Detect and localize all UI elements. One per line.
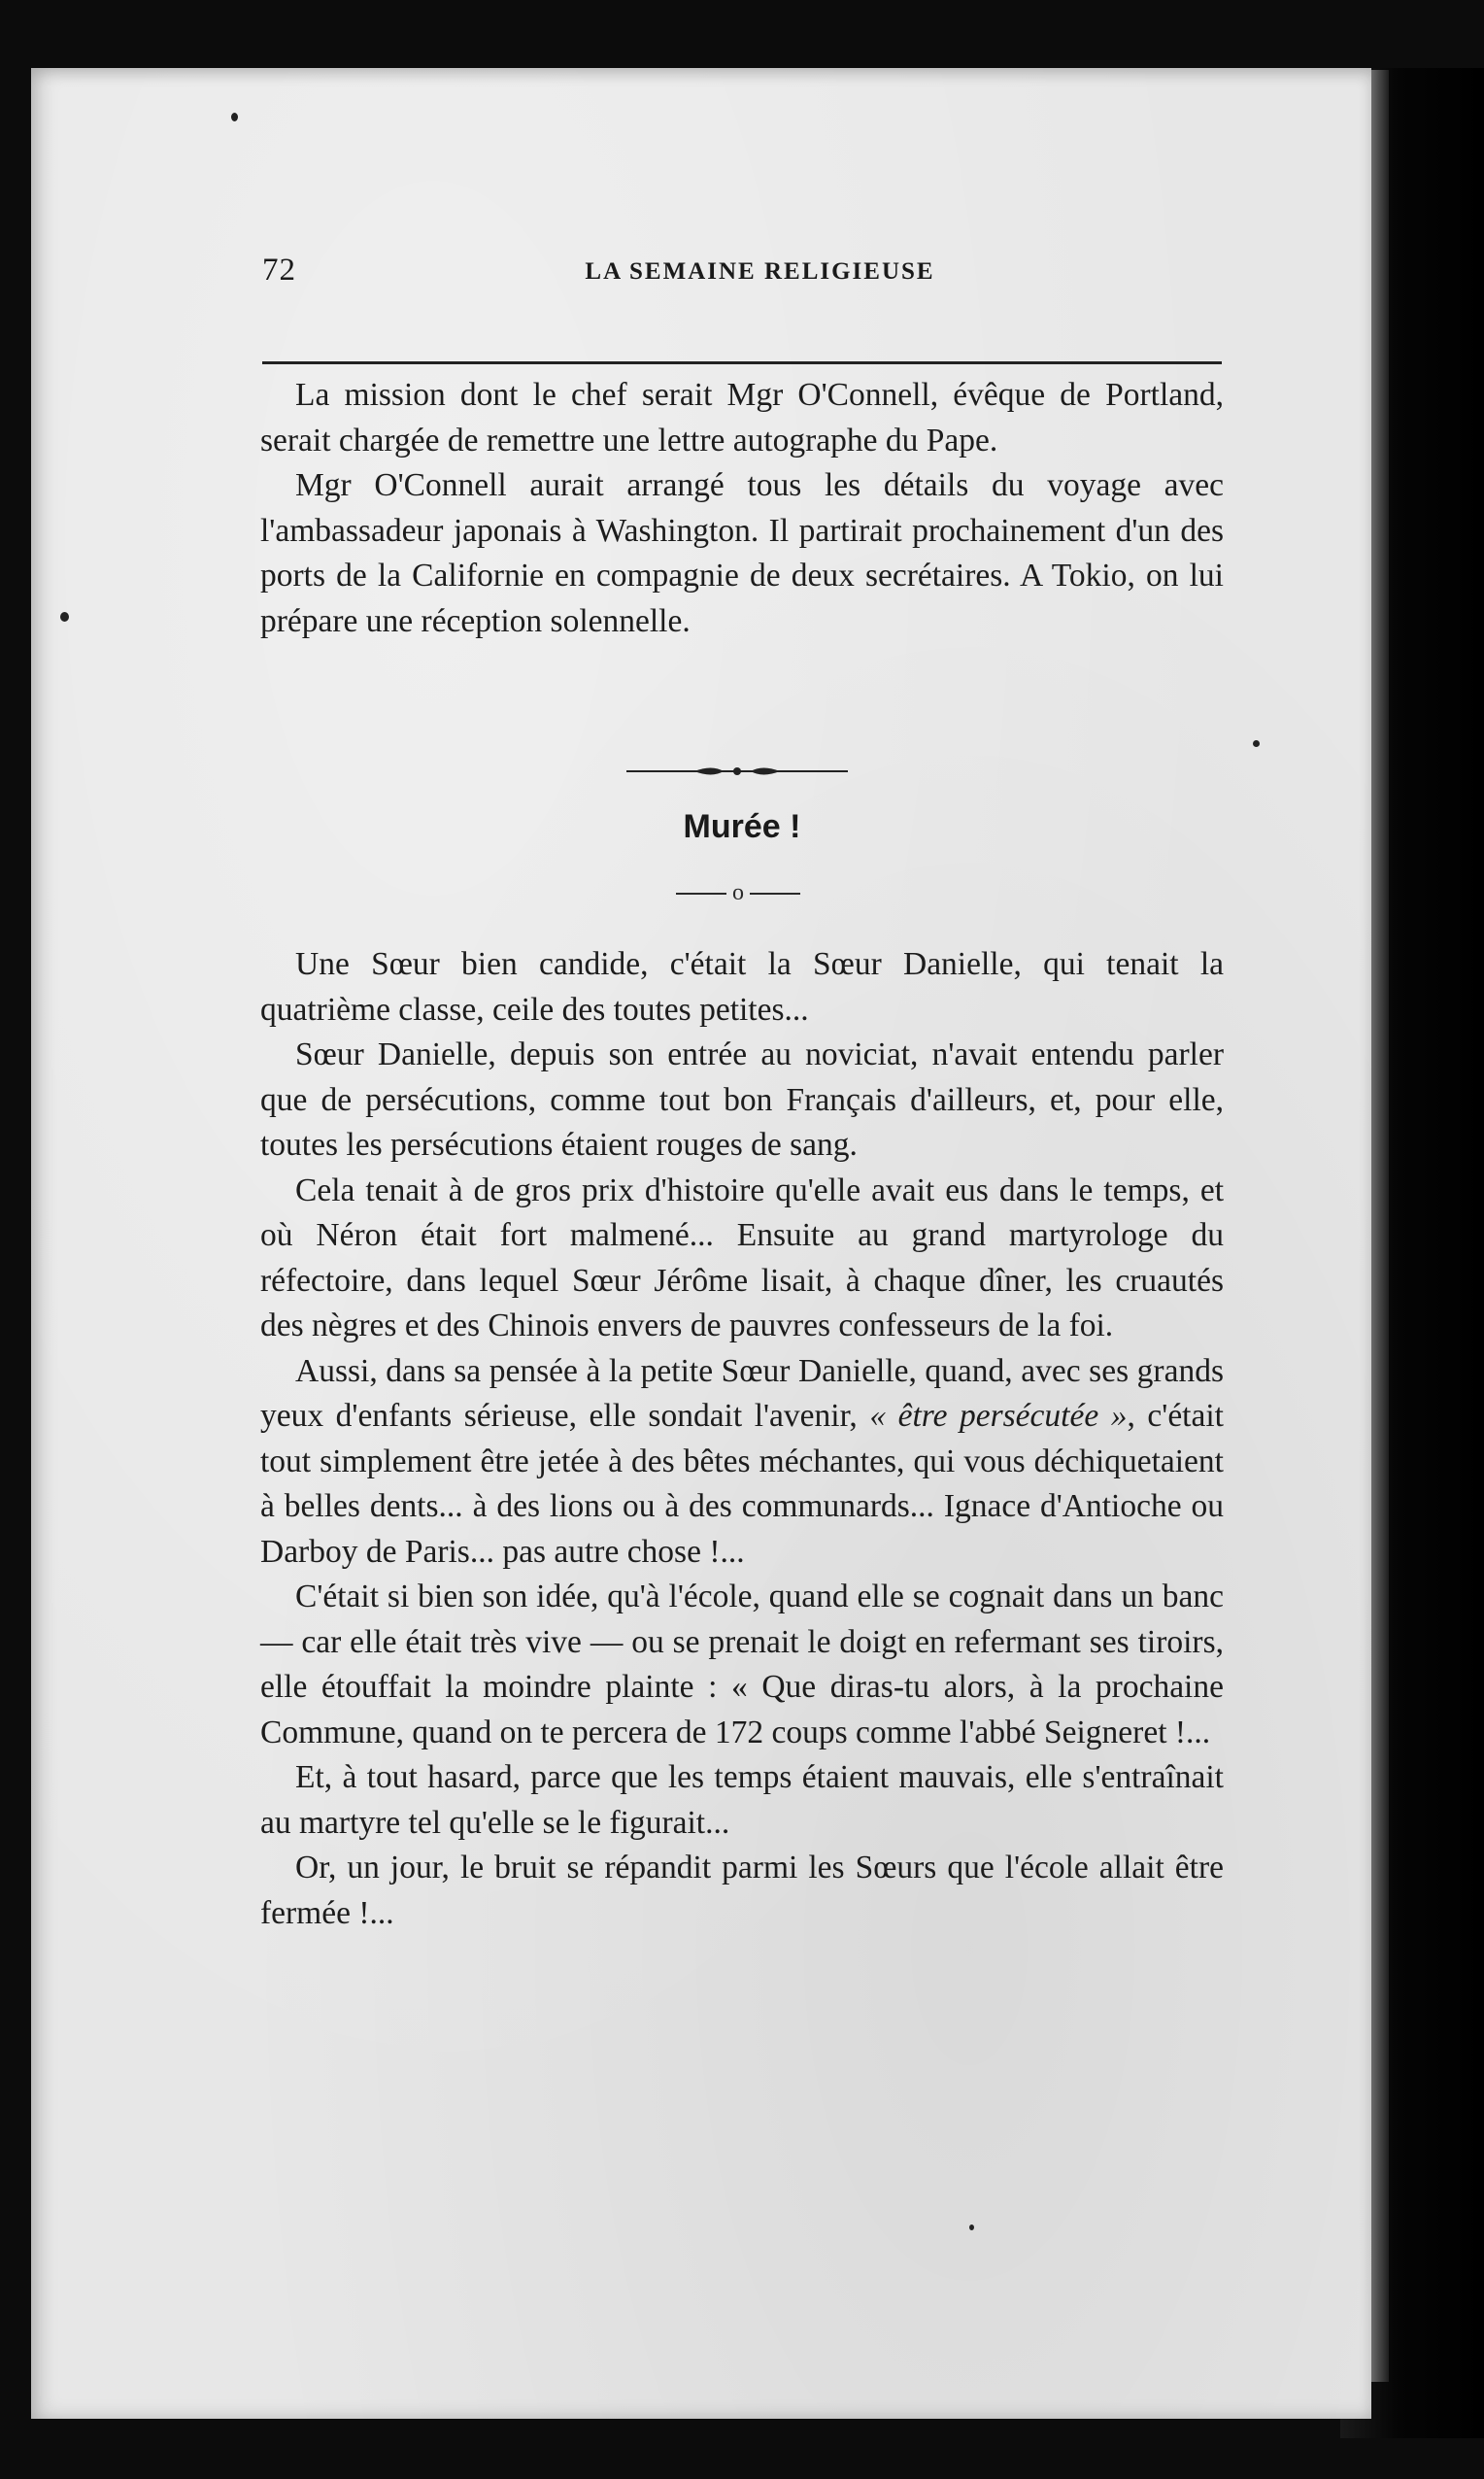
- running-title: LA SEMAINE RELIGIEUSE: [585, 258, 935, 285]
- title-separator: [664, 880, 812, 909]
- section-ornament: [626, 764, 848, 778]
- paragraph-text: , c'était tout simplement être jetée à des bêtes méchantes, qui vous déchiquetaient à belles dents... à des lions ou à des communards... Ignace d'Antioche ou Darboy de Paris... pas autre chose !...: [260, 1398, 1224, 1570]
- ink-speck: [969, 2224, 974, 2230]
- intro-text: [260, 373, 1224, 644]
- intro-paragraph: La mission dont le chef serait Mgr O'Connell, évêque de Portland, serait chargée de remettre une lettre autographe du Pape.: [260, 377, 1224, 458]
- article-paragraph: Sœur Danielle, depuis son entrée au noviciat, n'avait entendu parler que de persécutions, comme tout bon Français d'ailleurs, et, pour elle, toutes les persécutions étaient rouges de sang.: [260, 1036, 1224, 1163]
- article-paragraph: Une Sœur bien candide, c'était la Sœur Danielle, qui tenait la quatrième classe, ceile des toutes petites...: [260, 946, 1224, 1028]
- intro-paragraph: Mgr O'Connell aurait arrangé tous les détails du voyage avec l'ambassadeur japonais à Washington. Il partirait prochainement d'un des ports de la Californie en compagnie de deux secrétaires. A Tokio, on lui prépare une réception solennelle.: [260, 467, 1224, 639]
- header-rule: [262, 361, 1222, 364]
- article-paragraph: C'était si bien son idée, qu'à l'école, quand elle se cognait dans un banc — car elle était très vive — ou se prenait le doigt en refermant ses tiroirs, elle étouffait la moindre plainte : « Que diras-tu alors, à la prochaine Commune, quand on te percera de 172 coups comme l'abbé Seigneret !...: [260, 1579, 1224, 1750]
- ink-speck: [1253, 740, 1260, 747]
- article-paragraph: Or, un jour, le bruit se répandit parmi les Sœurs que l'école allait être fermée !...: [260, 1850, 1224, 1931]
- article-paragraph: [260, 1349, 1224, 1576]
- article-body: [260, 942, 1224, 1936]
- italic-quote: « être persécutée »: [869, 1398, 1128, 1434]
- page-number: 72: [262, 253, 296, 288]
- article-paragraph: Et, à tout hasard, parce que les temps étaient mauvais, elle s'entraînait au martyre tel qu'elle se le figurait...: [260, 1759, 1224, 1841]
- separator-mark: o: [732, 880, 744, 905]
- ink-speck: [231, 113, 238, 121]
- ink-speck: [60, 612, 69, 622]
- separator-line: [676, 893, 726, 895]
- separator-line: [750, 893, 800, 895]
- paragraph-text: Aussi, dans sa pensée à la petite Sœur Danielle, quand, avec ses grands yeux d'enfants sérieuse, elle sondait l'avenir,: [260, 1352, 1224, 1434]
- article-title: Murée !: [683, 808, 801, 845]
- article-paragraph: Cela tenait à de gros prix d'histoire qu'elle avait eus dans le temps, et où Néron était fort malmené... Ensuite au grand martyrologe du réfectoire, dans lequel Sœur Jérôme lisait, à chaque dîner, les cruautés des nègres et des Chinois envers de pauvres confesseurs de la foi.: [260, 1172, 1224, 1343]
- page-header: [233, 245, 1219, 291]
